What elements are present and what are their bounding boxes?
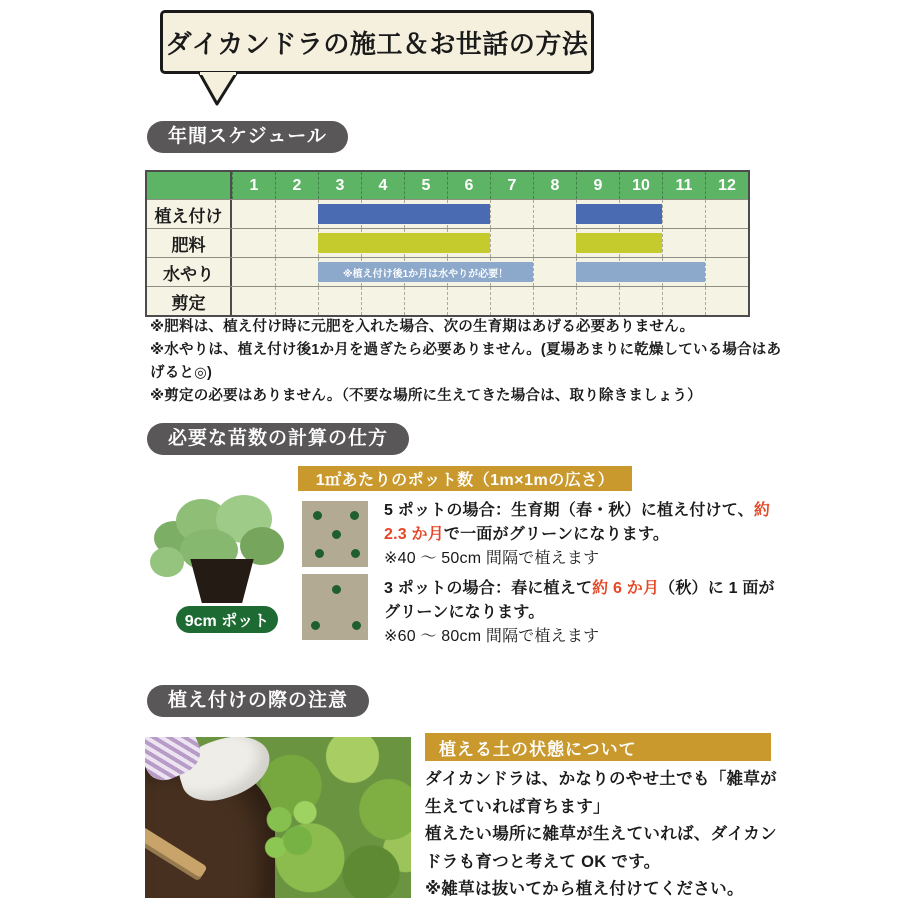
schedule-row-body bbox=[232, 200, 748, 228]
five-pot-note: ※40 ～ 50cm 間隔で植えます bbox=[384, 550, 600, 567]
five-pot-text-post: で一面がグリーンになります。 bbox=[443, 526, 670, 543]
soil-paragraph: 植えたい場所に雑草が生えていれば、ダイカンドラも育つと考えて OK です。 bbox=[425, 825, 777, 871]
schedule-header-row bbox=[147, 172, 748, 199]
schedule-cell bbox=[275, 229, 318, 257]
five-pot-text-pre: 5 ポットの場合：生育期（春・秋）に植え付けて、 bbox=[384, 502, 754, 519]
section-heading-planting-label: 植え付けの際の注意 bbox=[168, 690, 349, 711]
schedule-cell bbox=[533, 229, 576, 257]
schedule-cell bbox=[576, 287, 619, 315]
schedule-cell bbox=[404, 287, 447, 315]
schedule-row bbox=[147, 199, 748, 228]
pot-dot bbox=[315, 549, 324, 558]
schedule-row-body bbox=[232, 287, 748, 315]
schedule-cell bbox=[232, 258, 275, 286]
soil-paragraph: ダイカンドラは、かなりのやせ土でも「雑草が生えていれば育ちます」 bbox=[425, 770, 777, 816]
month-header: 3 bbox=[318, 172, 361, 199]
title-bubble bbox=[160, 10, 594, 74]
schedule-cell bbox=[662, 229, 705, 257]
soil-banner bbox=[425, 733, 771, 761]
pots-banner bbox=[298, 466, 632, 491]
month-header: 1 bbox=[232, 172, 275, 199]
schedule-bar bbox=[576, 233, 662, 253]
planting-photo bbox=[145, 737, 411, 898]
schedule-cell bbox=[705, 229, 748, 257]
section-heading-schedule-label: 年間スケジュール bbox=[168, 126, 327, 147]
pot-dot bbox=[350, 511, 359, 520]
soil-description bbox=[425, 766, 785, 900]
page-title: ダイカンドラの施工＆お世話の方法 bbox=[165, 28, 589, 59]
schedule-bar bbox=[318, 233, 490, 253]
section-heading-pots-label: 必要な苗数の計算の仕方 bbox=[168, 428, 389, 449]
month-header: 10 bbox=[619, 172, 662, 199]
schedule-cell bbox=[490, 229, 533, 257]
weed-sprout bbox=[257, 795, 331, 865]
month-header: 6 bbox=[447, 172, 490, 199]
month-header: 4 bbox=[361, 172, 404, 199]
month-header: 7 bbox=[490, 172, 533, 199]
schedule-row bbox=[147, 286, 748, 315]
schedule-bar bbox=[318, 204, 490, 224]
note-fertilizer: ※肥料は、植え付け時に元肥を入れた場合、次の生育期はあげる必要ありません。 bbox=[150, 319, 695, 335]
dichondra-pot-photo bbox=[150, 495, 288, 603]
schedule-cell bbox=[533, 258, 576, 286]
soil-banner-label: 植える土の状態について bbox=[439, 739, 637, 759]
pots-banner-label: 1㎡あたりのポット数（1m×1mの広さ） bbox=[315, 472, 615, 489]
three-pot-description bbox=[384, 577, 782, 649]
section-heading-planting bbox=[147, 685, 369, 717]
schedule-row-label: 剪定 bbox=[147, 287, 232, 315]
schedule-cell bbox=[619, 287, 662, 315]
schedule-cell bbox=[705, 258, 748, 286]
pot-dot bbox=[351, 549, 360, 558]
month-header: 2 bbox=[275, 172, 318, 199]
note-pruning: ※剪定の必要はありません。（不要な場所に生えてきた場合は、取り除きましょう） bbox=[150, 388, 702, 404]
note-watering: ※水やりは、植え付け後1か月を過ぎたら必要ありません。(夏場あまりに乾燥している場合はあげると◎) bbox=[150, 342, 782, 381]
bubble-tail bbox=[191, 72, 245, 110]
schedule-cell bbox=[662, 200, 705, 228]
pot-dot bbox=[311, 621, 320, 630]
schedule-row-label: 肥料 bbox=[147, 229, 232, 257]
schedule-bar bbox=[576, 262, 705, 282]
schedule-cell bbox=[275, 200, 318, 228]
schedule-cell bbox=[361, 287, 404, 315]
month-header: 11 bbox=[662, 172, 705, 199]
section-heading-pots bbox=[147, 423, 409, 455]
schedule-cell bbox=[533, 200, 576, 228]
pot-dot bbox=[332, 530, 341, 539]
five-pot-description bbox=[384, 499, 782, 571]
month-header: 5 bbox=[404, 172, 447, 199]
five-pot-layout-diagram bbox=[302, 501, 368, 567]
schedule-header-spacer bbox=[147, 172, 232, 199]
schedule-bar bbox=[576, 204, 662, 224]
pot-dot bbox=[332, 585, 341, 594]
month-header: 12 bbox=[705, 172, 748, 199]
leaf-blob bbox=[150, 547, 184, 577]
schedule-row-body bbox=[232, 229, 748, 257]
section-heading-schedule bbox=[147, 121, 348, 153]
soil-paragraph: ※雑草は抜いてから植え付けてください。 bbox=[425, 880, 744, 898]
schedule-cell bbox=[705, 287, 748, 315]
three-pot-highlight: 約 6 か月 bbox=[592, 580, 660, 597]
month-header: 8 bbox=[533, 172, 576, 199]
schedule-notes bbox=[150, 316, 790, 408]
schedule-cell bbox=[232, 229, 275, 257]
schedule-row-label: 水やり bbox=[147, 258, 232, 286]
schedule-row-body bbox=[232, 258, 748, 286]
three-pot-text-pre: 3 ポットの場合：春に植えて bbox=[384, 580, 593, 597]
schedule-cell bbox=[232, 200, 275, 228]
five-pot-highlight: 約 2.3 か月 bbox=[384, 502, 771, 543]
schedule-cell bbox=[490, 200, 533, 228]
three-pot-note: ※60 ～ 80cm 間隔で植えます bbox=[384, 628, 600, 645]
schedule-cell bbox=[232, 287, 275, 315]
schedule-row bbox=[147, 257, 748, 286]
three-pot-text-post: （秋）に 1 面がグリーンになります。 bbox=[384, 580, 775, 621]
pot-size-badge bbox=[176, 606, 278, 633]
schedule-cell bbox=[490, 287, 533, 315]
schedule-table bbox=[145, 170, 750, 317]
schedule-row-label: 植え付け bbox=[147, 200, 232, 228]
schedule-cell bbox=[447, 287, 490, 315]
schedule-bar: ※植え付け後1か月は水やりが必要！ bbox=[318, 262, 533, 282]
month-header: 9 bbox=[576, 172, 619, 199]
schedule-cell bbox=[533, 287, 576, 315]
schedule-cell bbox=[705, 200, 748, 228]
schedule-cell bbox=[662, 287, 705, 315]
plant-pot bbox=[186, 559, 258, 603]
pot-dot bbox=[313, 511, 322, 520]
schedule-cell bbox=[275, 258, 318, 286]
three-pot-layout-diagram bbox=[302, 574, 368, 640]
schedule-row bbox=[147, 228, 748, 257]
schedule-cell bbox=[275, 287, 318, 315]
pot-dot bbox=[352, 621, 361, 630]
schedule-cell bbox=[318, 287, 361, 315]
pot-size-label: 9cm ポット bbox=[184, 613, 270, 630]
